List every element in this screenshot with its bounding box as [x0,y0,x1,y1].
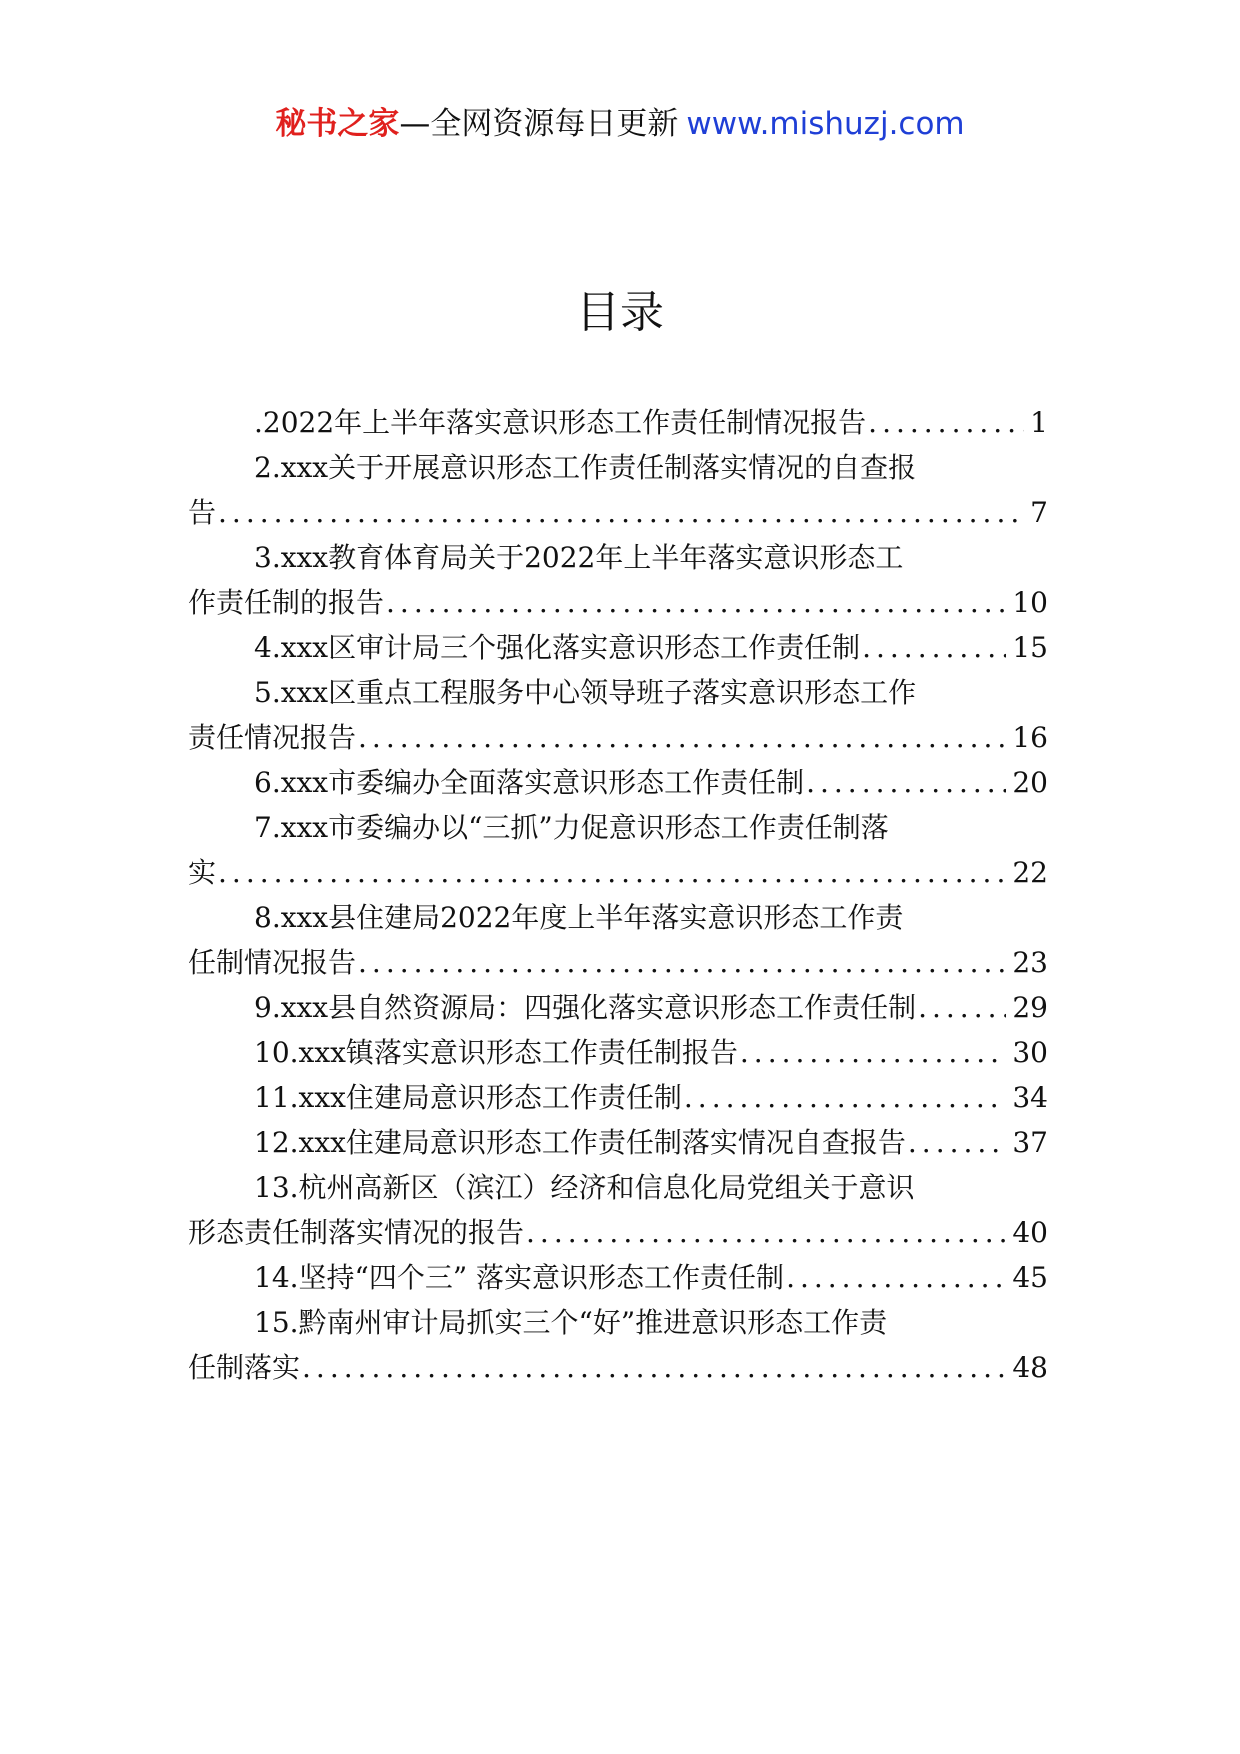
toc-entry[interactable] [188,985,1048,1030]
toc-line [188,850,1048,895]
toc-line [188,1345,1048,1390]
toc-line [188,625,1048,670]
site-url-link[interactable]: www.mishuzj.com [686,106,965,142]
toc-entry[interactable] [188,895,1048,985]
toc-leader-dots [526,1210,1006,1255]
toc-entry-title: 5.xxx区重点工程服务中心领导班子落实意识形态工作 [254,676,917,709]
toc-line [188,715,1048,760]
toc-page-number: 40 [1012,1216,1048,1249]
toc-entry-title: 4.xxx区审计局三个强化落实意识形态工作责任制 [254,631,861,664]
toc-page-number: 10 [1012,586,1048,619]
toc-leader-dots [218,490,1024,535]
toc-entry[interactable] [188,760,1048,805]
toc-entry-title: 任制落实 [188,1351,301,1384]
toc-entry-title: 7.xxx市委编办以“三抓”力促意识形态工作责任制落 [254,811,889,844]
page-title: 目录 [576,287,664,338]
toc-entry-title: 形态责任制落实情况的报告 [188,1216,525,1249]
toc-entry[interactable] [188,1030,1048,1075]
toc-leader-dots [740,1030,1006,1075]
toc-entry[interactable] [188,1165,1048,1255]
toc-page-number: 30 [1012,1036,1048,1069]
toc-line [188,1210,1048,1255]
toc-leader-dots [918,985,1006,1030]
toc-line [188,985,1048,1030]
toc-page-number: 1 [1030,406,1048,439]
toc-entry-title: 8.xxx县住建局2022年度上半年落实意识形态工作责 [254,901,904,934]
toc-entry-title: 作责任制的报告 [188,586,385,619]
toc-page-number: 22 [1012,856,1048,889]
toc-leader-dots [806,760,1006,805]
toc-page-number: 16 [1012,721,1048,754]
toc-entry[interactable] [188,445,1048,535]
toc-page-number: 20 [1012,766,1048,799]
toc-entry[interactable] [188,1120,1048,1165]
toc-entry-title: 9.xxx县自然资源局：四强化落实意识形态工作责任制 [254,991,917,1024]
brand-name: 秘书之家 [275,106,400,142]
toc-entry-title: 15.黔南州审计局抓实三个“好”推进意识形态工作责 [254,1306,888,1339]
toc-leader-dots [302,1345,1006,1390]
toc-line [188,1075,1048,1120]
toc-page-number: 23 [1012,946,1048,979]
toc-entry-title: 3.xxx教育体育局关于2022年上半年落实意识形态工 [254,541,904,574]
toc-leader-dots [868,400,1024,445]
toc-entry[interactable] [188,400,1048,445]
toc-entry-title: 6.xxx市委编办全面落实意识形态工作责任制 [254,766,805,799]
toc-entry-title: 12.xxx住建局意识形态工作责任制落实情况自查报告 [254,1126,906,1159]
toc-entry-title: 任制情况报告 [188,946,357,979]
toc-leader-dots [358,715,1006,760]
toc-entry[interactable] [188,1075,1048,1120]
toc-entry[interactable] [188,625,1048,670]
toc-entry[interactable] [188,1300,1048,1390]
toc-leader-dots [862,625,1006,670]
toc-leader-dots [786,1255,1006,1300]
toc-entry[interactable] [188,670,1048,760]
toc-page-number: 29 [1012,991,1048,1024]
toc-page-number: 48 [1012,1351,1048,1384]
toc-line [188,1120,1048,1165]
toc-page-number: 45 [1012,1261,1048,1294]
toc-entry-title: 2.xxx关于开展意识形态工作责任制落实情况的自查报 [254,451,917,484]
toc-leader-dots [218,850,1006,895]
toc-entry-title: 10.xxx镇落实意识形态工作责任制报告 [254,1036,738,1069]
toc-page-number: 7 [1030,496,1048,529]
toc-entry-title: 告 [188,496,217,529]
toc-line [188,400,1048,445]
toc-entry[interactable] [188,535,1048,625]
table-of-contents [188,400,1048,1390]
banner-tagline: —全网资源每日更新 [399,106,679,142]
toc-page-number: 37 [1012,1126,1048,1159]
toc-leader-dots [908,1120,1006,1165]
toc-leader-dots [386,580,1006,625]
toc-line [188,490,1048,535]
toc-entry-title: .2022年上半年落实意识形态工作责任制情况报告 [254,406,867,439]
toc-entry[interactable] [188,1255,1048,1300]
toc-line [188,760,1048,805]
toc-line [188,1030,1048,1075]
toc-page-number: 15 [1012,631,1048,664]
toc-entry-title: 责任情况报告 [188,721,357,754]
toc-line [188,940,1048,985]
toc-entry-title: 14.坚持“四个三” 落实意识形态工作责任制 [254,1261,785,1294]
toc-entry-title: 实 [188,856,217,889]
toc-leader-dots [684,1075,1006,1120]
toc-entry-title: 11.xxx住建局意识形态工作责任制 [254,1081,682,1114]
toc-entry[interactable] [188,805,1048,895]
toc-entry-title: 13.杭州高新区（滨江）经济和信息化局党组关于意识 [254,1171,915,1204]
toc-page-number: 34 [1012,1081,1048,1114]
toc-leader-dots [358,940,1006,985]
toc-line [188,580,1048,625]
toc-line [188,1255,1048,1300]
site-banner [0,98,1240,143]
